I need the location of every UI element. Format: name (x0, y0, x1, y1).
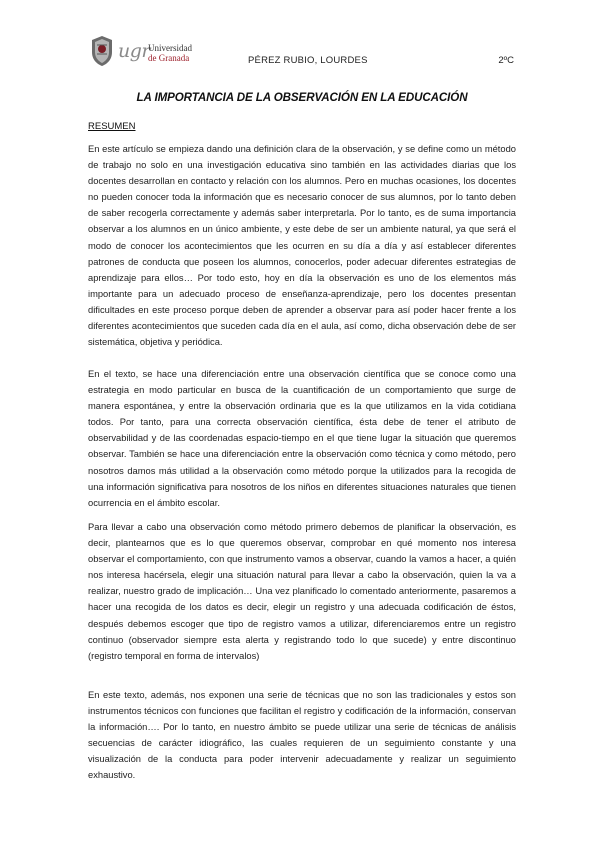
logo-mark: ugr (118, 40, 150, 62)
university-logo (88, 34, 198, 70)
paragraph: Para llevar a cabo una observación como método primero debemos de planificar la observación, es decir, plantearnos que es lo que queremos observar, comprobar en qué momento nos interesa observar el comportamiento, con que instrumento vamos a observar, cuando la vamos a hacer, a quién nos interesa hacérsela, elegir una situación natural para llevar a cabo la observación, quien la va a realizar, nuestro grado de implicación… Una vez planificado lo comentado anteriormente, pasaremos a hacer una recogida de los datos es decir, elegir un registro y una adecuada codificación de éstos, después debemos escoger que tipo de registro vamos a utilizar, diferenciaremos entre un registro continuo (observador siempre esta alerta y registrando todo lo que sucede) y entre discontinuo (registro temporal en forma de intervalos) (88, 522, 516, 661)
section-heading: RESUMEN (88, 121, 136, 132)
paragraph: En el texto, se hace una diferenciación entre una observación científica que se conoce como una estrategia en modo particular en busca de la cuantificación de un comportamiento que surge de manera espontánea, y entre la observación ordinaria que es la que utilizamos en la vida cotidiana todos. Por tanto, para una correcta observación científica, ésta debe de tener el atributo de observabilidad y de las coordenadas espacio-tiempo en el que tiene lugar la situación que queremos observar. También se hace una diferenciación entre la observación como técnica y como método, pero nosotros damos más utilidad a la observación como método porque la utilizados para la recogida de una información significativa para nosotros de los niños en diferentes situaciones naturales que tienen ocurrencia en el ámbito escolar. (88, 369, 516, 508)
author-name: PÉREZ RUBIO, LOURDES (248, 55, 368, 66)
paragraph: En este artículo se empieza dando una definición clara de la observación, y se define como un método de trabajo no solo en una investigación educativa sino también en las actividades diarias que los docentes desarrollan en contacto y relación con los alumnos. Pero en muchas ocasiones, los docentes no pueden conocer toda la información que es necesario conocer de sus alumnos, por lo tanto deben de saber recogerla correctamente y además saber interpretarla. Por lo tanto, es de suma importancia observar a los alumnos en un único ambiente, y este debe de ser un ambiente natural, ya que será el modo de conocer los acontecimientos que les ocurren en su día a día y así establecer diferentes patrones de conducta que poseen los alumnos, conocerlos, poder adecuar diferentes estrategias de aprendizaje para ellos… Por todo esto, hoy en día la observación es uno de los elementos más importante para un adecuado proceso de enseñanza-aprendizaje, pero los docentes presentan dificultades en este proceso porque deben de aprender a observar para así poder hacer frente a los diferentes acontecimientos que suceden cada día en el aula, así como, dicha observación debe de ser sistemática, objetiva y periódica. (88, 144, 516, 348)
page-header (88, 34, 516, 74)
document-title: LA IMPORTANCIA DE LA OBSERVACIÓN EN LA EDUCACIÓN (136, 91, 468, 104)
course-label: 2ºC (498, 55, 514, 66)
university-seal-icon (88, 34, 116, 68)
logo-text (148, 43, 192, 63)
paragraph: En este texto, además, nos exponen una serie de técnicas que no son las tradicionales y estos son instrumentos técnicos con funciones que facilitan el registro y codificación de la información, conservan la información…. Por lo tanto, en nuestro ámbito se puede utilizar una serie de técnicas de análisis secuencias de carácter idiográfico, las cuales requieren de un seguimiento constante y una visualización de la conducta para poder intervenir adecuadamente y realizar un seguimiento exhaustivo. (88, 690, 516, 781)
logo-line-1: Universidad (148, 43, 192, 53)
logo-line-2: de Granada (148, 53, 190, 63)
